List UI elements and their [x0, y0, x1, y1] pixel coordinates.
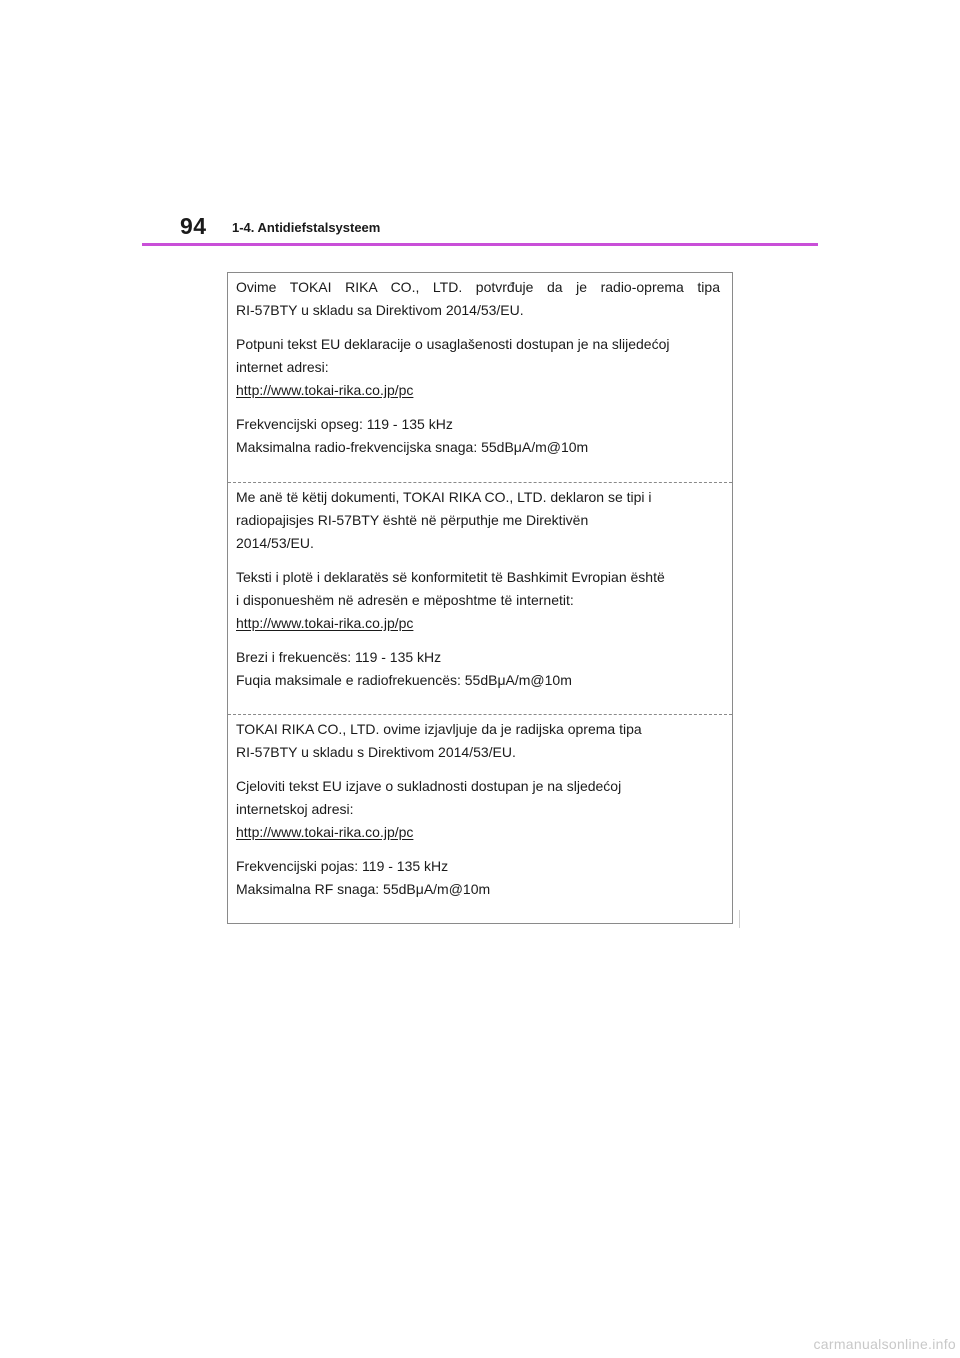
text-line: Frekvencijski pojas: 119 - 135 kHz	[236, 858, 449, 874]
text-line: Cjeloviti tekst EU izjave o sukladnosti dostupan je na sljedećoj	[236, 778, 622, 794]
declaration-url-link[interactable]: http://www.tokai-rika.co.jp/pc	[236, 382, 414, 398]
text-line: Maksimalna RF snaga: 55dBμA/m@10m	[236, 881, 491, 897]
page-number: 94	[180, 213, 207, 239]
text-line: i disponueshëm në adresën e mëposhtme të internetit:	[236, 592, 574, 608]
declaration-block	[228, 483, 732, 715]
text-line: RI-57BTY u skladu s Direktivom 2014/53/EU.	[236, 744, 516, 760]
text-line: RI-57BTY u skladu sa Direktivom 2014/53/EU.	[236, 302, 524, 318]
text-line: Ovime TOKAI RIKA CO., LTD. potvrđuje da je radio-oprema tipa	[236, 279, 720, 295]
text-line: internetskoj adresi:	[236, 801, 354, 817]
edge-mark	[739, 910, 740, 928]
declaration-url-link[interactable]: http://www.tokai-rika.co.jp/pc	[236, 615, 414, 631]
frequency-info	[236, 855, 720, 901]
declaration-table	[227, 272, 733, 924]
text-line: radiopajisjes RI-57BTY është në përputhje me Direktivën	[236, 512, 589, 528]
text-line: Me anë të këtij dokumenti, TOKAI RIKA CO., LTD. deklaron se tipi i	[236, 489, 652, 505]
declaration-fulltext-note	[236, 775, 720, 844]
declaration-statement	[236, 486, 720, 555]
section-title: 1-4. Antidiefstalsysteem	[232, 220, 381, 235]
declaration-block	[228, 273, 732, 483]
text-line: 2014/53/EU.	[236, 535, 314, 551]
text-line: Teksti i plotë i deklaratës së konformitetit të Bashkimit Evropian është	[236, 569, 665, 585]
header-rule	[142, 243, 818, 246]
declaration-fulltext-note	[236, 566, 720, 635]
footer-watermark: carmanualsonline.info	[813, 1336, 956, 1352]
text-line: TOKAI RIKA CO., LTD. ovime izjavljuje da je radijska oprema tipa	[236, 721, 642, 737]
declaration-block	[228, 715, 732, 923]
frequency-info	[236, 646, 720, 692]
text-line: internet adresi:	[236, 359, 329, 375]
text-line: Frekvencijski opseg: 119 - 135 kHz	[236, 416, 453, 432]
text-line: Potpuni tekst EU deklaracije o usaglašenosti dostupan je na slijedećoj	[236, 336, 670, 352]
text-line: Maksimalna radio-frekvencijska snaga: 55dBμA/m@10m	[236, 439, 589, 455]
declaration-statement	[236, 718, 720, 764]
declaration-fulltext-note	[236, 333, 720, 402]
declaration-url-link[interactable]: http://www.tokai-rika.co.jp/pc	[236, 824, 414, 840]
text-line: Fuqia maksimale e radiofrekuencës: 55dBμA/m@10m	[236, 672, 572, 688]
text-line: Brezi i frekuencës: 119 - 135 kHz	[236, 649, 442, 665]
declaration-statement	[236, 276, 720, 322]
frequency-info	[236, 413, 720, 459]
